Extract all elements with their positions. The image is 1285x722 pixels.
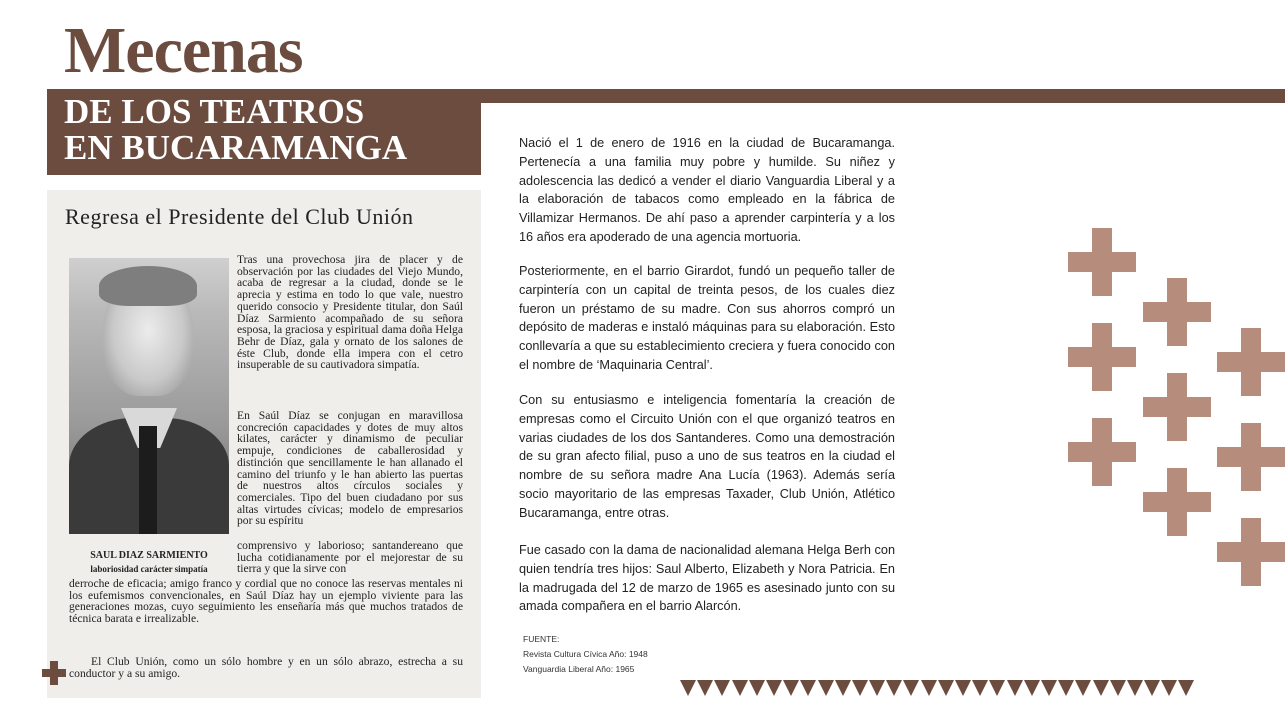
body-paragraph-2: Posteriormente, en el barrio Girardot, fundó un pequeño taller de carpintería con un capital de treinta pesos, de los cuales diez fueron un préstamo de su madre. Con sus ahorros compró un depósito de maderas e instaló máquinas para su elaboración. Esto conllevaría a que su establecimiento creciera y fuera conocido con el nombre de ‘Maquinaria Central’.	[519, 264, 895, 372]
triangle-ornament	[680, 680, 696, 696]
photo-hair	[99, 266, 197, 306]
triangle-ornament	[1178, 680, 1194, 696]
triangle-ornament	[749, 680, 765, 696]
plus-icon	[1217, 518, 1285, 586]
body-paragraph-1: Nació el 1 de enero de 1916 en la ciudad de Bucaramanga. Pertenecía a una familia muy pobre y humilde. Su niñez y adolescencia las dedicó a vender el diario Vanguardia Liberal y a la elaboración de tabacos como empleado en la fábrica de Villamizar Hermanos. De ahí paso a aprender carpintería y a los 16 años era apoderado de una agencia mortuoria.	[519, 136, 895, 244]
plus-icon	[1217, 423, 1285, 491]
body-paragraph-4: Fue casado con la dama de nacionalidad alemana Helga Berh con quien tendría tres hijos: Saul Alberto, Elizabeth y Nora Patricia. En la madrugada del 12 de marzo de 1965 es asesinado junto con su amada compañera en el barrio Alarcón.	[519, 543, 895, 614]
plus-icon	[1143, 373, 1211, 441]
triangle-ornament	[955, 680, 971, 696]
triangle-ornament	[697, 680, 713, 696]
triangle-ornament	[903, 680, 919, 696]
source-line-2: Vanguardia Liberal Año: 1965	[523, 664, 635, 674]
triangle-ornament	[766, 680, 782, 696]
body-paragraph-3: Con su entusiasmo e inteligencia fomentaría la creación de empresas como el Circuito Unión con el que organizó teatros en varias ciudades de los dos Santanderes. Como una demostración de su gran afecto filial, puso a uno de sus teatros en la ciudad el nombre de su señora madre Ana Lucía (1963). Además sería socio mayoritario de las empresas Taxader, Club Unión, Atlético Bucaramanga, entre otras.	[519, 393, 895, 520]
photo-caption-desc: laboriosidad carácter simpatía	[90, 564, 208, 574]
clipping-headline: Regresa el Presidente del Club Unión	[65, 204, 414, 229]
triangle-ornament	[800, 680, 816, 696]
clipping-paragraph-2: En Saúl Díaz se conjugan en maravillosa concreción capacidades y dotes de muy altos kilates, carácter y dinamismo de peculiar empuje, condiciones de caballerosidad y distinción que sencillamente le han allanado el camino del triunfo y le han abierto las puertas de nuestros altos círculos sociales y comerciales. Tipo del buen ciudadano por sus altas virtudes cívicas; modelo de empresarios por su espíritu	[237, 409, 463, 528]
triangle-ornament	[886, 680, 902, 696]
page-title: Mecenas	[64, 14, 303, 87]
triangle-ornament	[972, 680, 988, 696]
header-rule	[481, 89, 1285, 103]
plus-icon	[1143, 468, 1211, 536]
page-subtitle: DE LOS TEATROS EN BUCARAMANGA	[64, 92, 408, 167]
triangle-ornament	[1093, 680, 1109, 696]
photo-caption-name: SAUL DIAZ SARMIENTO	[90, 550, 208, 561]
clipping-paragraph-4: derroche de eficacia; amigo franco y cordial que no conoce las reservas mentales ni los eufemismos convencionales, en Saúl Díaz hay un ejemplo viviente para las generaciones mozas, cuyo seguimiento les enseñaría más que muchos tratados de técnica barata e irrealizable.	[69, 577, 463, 626]
plus-icon	[1068, 323, 1136, 391]
triangle-ornament	[852, 680, 868, 696]
triangle-ornament	[869, 680, 885, 696]
triangle-ornament	[1075, 680, 1091, 696]
newspaper-clipping	[47, 190, 481, 698]
triangle-ornament	[835, 680, 851, 696]
triangle-ornament	[1058, 680, 1074, 696]
triangle-ornament	[1041, 680, 1057, 696]
plus-icon	[42, 661, 66, 685]
triangle-ornament	[921, 680, 937, 696]
triangle-ornament	[783, 680, 799, 696]
clipping-paragraph-1: Tras una provechosa jira de placer y de observación por las ciudades del Viejo Mundo, acaba de regresar a la ciudad, donde se le aprecia y estima en todo lo que vale, nuestro querido consocio y Presidente titular, don Saúl Díaz Sarmiento acompañado de su señora esposa, la graciosa y espiritual dama doña Helga Behr de Díaz, gala y ornato de los salones de éste Club, donde ella impera con el cetro insuperable de su cautivadora simpatía.	[237, 253, 463, 372]
triangle-ornament	[1161, 680, 1177, 696]
clipping-paragraph-5: El Club Unión, como un sólo hombre y en un sólo abrazo, estrecha a su conductor y a su amigo.	[69, 655, 463, 680]
portrait-photo	[69, 258, 229, 534]
triangle-ornament	[989, 680, 1005, 696]
triangle-border	[680, 680, 1226, 696]
source-line-1: Revista Cultura Cívica Año: 1948	[523, 649, 648, 659]
triangle-ornament	[1007, 680, 1023, 696]
clipping-paragraph-3: comprensivo y laborioso; santandereano que lucha cotidianamente por el mejorestar de su tierra y que la sirve con	[237, 539, 463, 576]
plus-icon	[1068, 418, 1136, 486]
plus-icon	[1217, 328, 1285, 396]
triangle-ornament	[732, 680, 748, 696]
triangle-ornament	[1024, 680, 1040, 696]
source-label: FUENTE:	[523, 634, 560, 644]
plus-icon	[1143, 278, 1211, 346]
triangle-ornament	[1144, 680, 1160, 696]
triangle-ornament	[818, 680, 834, 696]
triangle-ornament	[1110, 680, 1126, 696]
triangle-ornament	[1127, 680, 1143, 696]
photo-tie	[139, 426, 157, 534]
triangle-ornament	[938, 680, 954, 696]
triangle-ornament	[714, 680, 730, 696]
plus-icon	[1068, 228, 1136, 296]
